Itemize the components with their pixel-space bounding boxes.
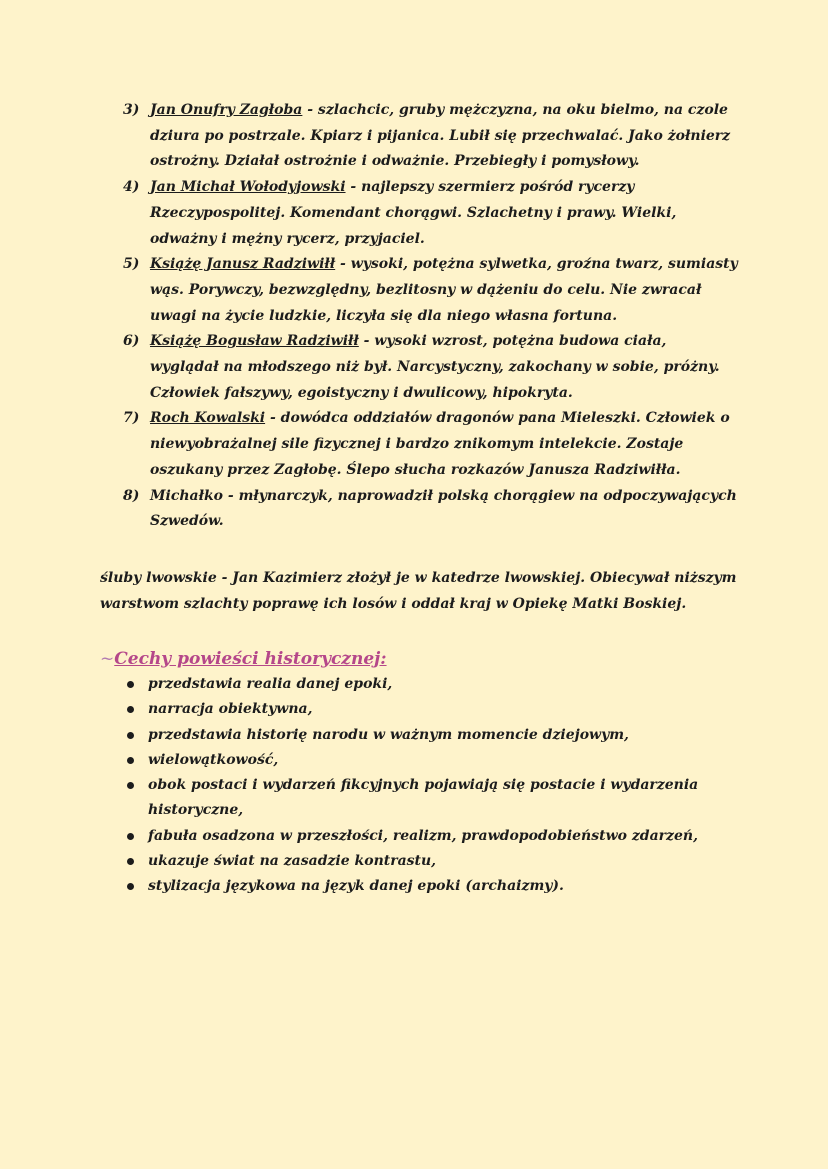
bullet-icon — [127, 833, 134, 840]
features-title: Cechy powieści historycznej: — [114, 649, 387, 669]
item-number: 4) — [123, 179, 140, 196]
character-name: Książę Bogusław Radziwiłł — [150, 333, 359, 350]
character-name: Roch Kowalski — [150, 410, 266, 427]
bullet-icon — [127, 732, 134, 739]
character-name: Jan Michał Wołodyjowski — [150, 179, 346, 196]
character-description: - wysoki wzrost, potężna budowa ciała, wyglądał na młodszego niż był. Narcystyczny, zakochany w sobie, próżny. Człowiek fałszywy, egoistyczny i dwulicowy, hipokryta. — [150, 333, 720, 401]
list-item — [100, 849, 760, 874]
character-description: - wysoki, potężna sylwetka, groźna twarz, sumiasty wąs. Porywczy, bezwzględny, bezlitosny w dążeniu do celu. Nie zwracał uwagi na życie ludzkie, liczyła się dla niego własna fortuna. — [150, 256, 738, 324]
tilde-mark: ~ — [100, 649, 115, 669]
character-description: - najlepszy szermierz pośród rycerzy Rzeczypospolitej. Komendant chorągwi. Szlachetny i prawy. Wielki, odważny i mężny rycerz, przyjaciel. — [150, 179, 677, 247]
list-item — [100, 672, 760, 697]
list-item — [100, 723, 760, 748]
character-item — [118, 484, 738, 535]
character-item — [118, 175, 738, 252]
item-number: 6) — [123, 333, 140, 350]
feature-text: przedstawia realia danej epoki, — [148, 676, 393, 692]
features-section — [100, 646, 760, 900]
bullet-icon — [127, 757, 134, 764]
item-number: 7) — [123, 410, 140, 427]
list-item — [100, 773, 760, 824]
list-item — [100, 697, 760, 722]
features-heading — [100, 646, 760, 672]
character-description: - dowódca oddziałów dragonów pana Mieleszki. Człowiek o niewyobrażalnej sile fizycznej i bardzo znikomym intelekcie. Zostaje oszukany przez Zagłobę. Ślepo słucha rozkazów Janusza Radziwiłła. — [150, 410, 730, 478]
item-number: 5) — [123, 256, 140, 273]
list-item — [100, 748, 760, 773]
character-list — [118, 98, 738, 535]
feature-text: przedstawia historię narodu w ważnym momencie dziejowym, — [148, 726, 629, 743]
character-item — [118, 252, 738, 329]
bullet-icon — [127, 858, 134, 865]
item-number: 3) — [123, 102, 140, 118]
feature-text: narracja obiektywna, — [148, 701, 313, 718]
feature-text: stylizacja językowa na język danej epoki (archaizmy). — [148, 878, 564, 895]
list-item — [100, 874, 760, 899]
feature-text: wielowątkowość, — [148, 751, 279, 768]
bullet-icon — [127, 681, 134, 688]
character-description: - szlachcic, gruby mężczyzna, na oku bielmo, na czole dziura po postrzale. Kpiarz i pijanica. Lubił się przechwalać. Jako żołnierz ostrożny. Działał ostrożnie i odważnie. Przebiegły i pomysłowy. — [150, 102, 731, 170]
bullet-icon — [127, 883, 134, 890]
character-name: Książę Janusz Radziwiłł — [150, 256, 336, 273]
vows-paragraph: śluby lwowskie - Jan Kazimierz złożył je w katedrze lwowskiej. Obiecywał niższym warstwom szlachty poprawę ich losów i oddał kraj w Opiekę Matki Boskiej. — [100, 570, 737, 612]
feature-text: obok postaci i wydarzeń fikcyjnych pojawiają się postacie i wydarzenia historyczne, — [148, 777, 699, 819]
feature-list — [100, 672, 760, 900]
bullet-icon — [127, 782, 134, 789]
item-number: 8) — [123, 487, 140, 504]
character-item — [118, 98, 738, 175]
character-description: Michałko - młynarczyk, naprowadził polską chorągiew na odpoczywających Szwedów. — [150, 487, 737, 530]
bullet-icon — [127, 706, 134, 713]
character-item — [118, 329, 738, 406]
character-name: Jan Onufry Zagłoba — [150, 102, 303, 118]
character-item — [118, 406, 738, 483]
feature-text: ukazuje świat na zasadzie kontrastu, — [148, 853, 437, 870]
feature-text: fabuła osadzona w przeszłości, realizm, prawdopodobieństwo zdarzeń, — [148, 827, 698, 844]
list-item — [100, 824, 760, 849]
